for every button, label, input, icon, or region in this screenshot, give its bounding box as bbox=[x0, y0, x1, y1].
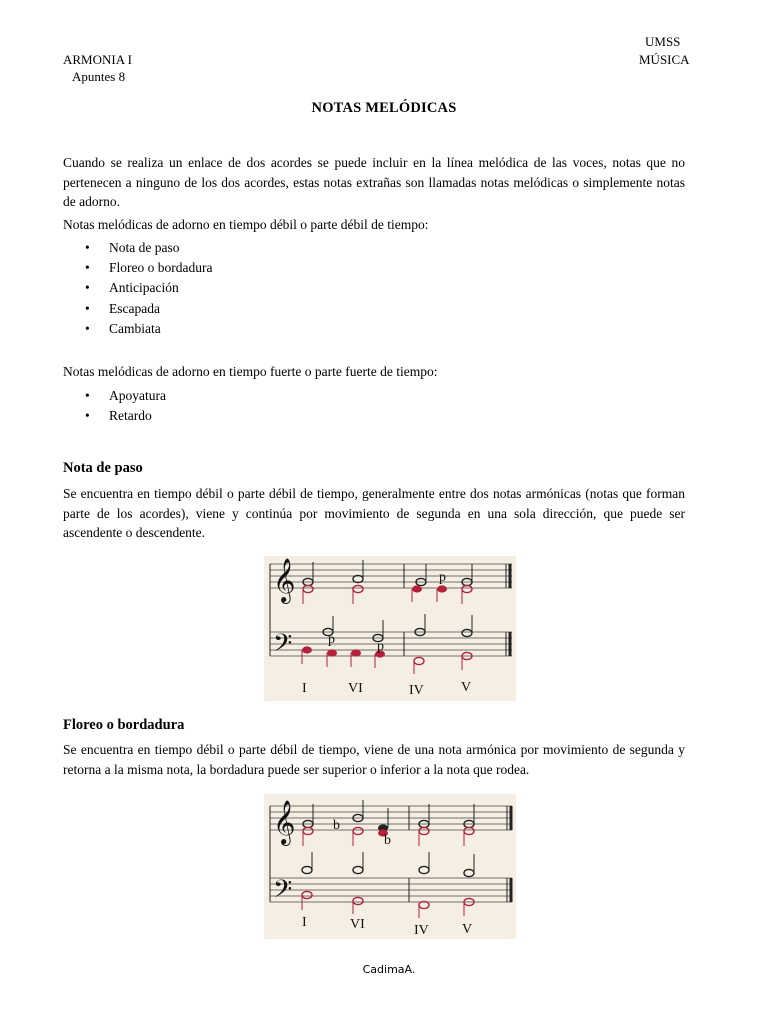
bass-notes bbox=[302, 852, 474, 918]
page-title: NOTAS MELÓDICAS bbox=[311, 100, 457, 116]
treble-clef-icon: 𝄞 bbox=[273, 560, 296, 602]
strong-beat-heading: Notas melódicas de adorno en tiempo fuerte o parte fuerte de tiempo: bbox=[63, 364, 438, 379]
barlines bbox=[270, 564, 510, 656]
roman-numeral: V bbox=[462, 922, 473, 937]
bullet-icon: • bbox=[85, 408, 90, 424]
section-title-neighbor-note: Floreo o bordadura bbox=[63, 717, 185, 733]
course-name: ARMONIA I bbox=[63, 52, 132, 67]
list-item: • Cambiata bbox=[63, 319, 212, 339]
weak-beat-heading: Notas melódicas de adorno en tiempo débil o parte débil de tiempo: bbox=[63, 217, 429, 232]
list-item: • Apoyatura bbox=[63, 386, 166, 406]
list-item: • Anticipación bbox=[63, 278, 212, 298]
bullet-icon: • bbox=[85, 388, 90, 403]
bullet-icon: • bbox=[85, 320, 90, 336]
passing-note-annotation: p bbox=[439, 570, 446, 585]
bass-clef-icon: 𝄢 bbox=[273, 876, 293, 909]
passing-note-annotation: p bbox=[328, 632, 335, 647]
neighbor-note-score bbox=[264, 794, 516, 939]
list-item: • Nota de paso bbox=[63, 238, 212, 258]
passing-note-score bbox=[264, 556, 516, 701]
neighbor-note-annotation: b bbox=[384, 833, 391, 848]
institution-line-2: MÚSICA bbox=[639, 52, 690, 67]
bullet-icon: • bbox=[85, 240, 90, 255]
treble-staff bbox=[270, 806, 512, 830]
neighbor-note-paragraph: Se encuentra en tiempo débil o parte débil de tiempo, viene de una nota armónica por movimiento de segunda y retorna a la misma nota, la bordadura puede ser superior o inferior a la nota que rodea. bbox=[63, 742, 685, 777]
passing-note-annotation: p bbox=[377, 639, 384, 654]
footer-author: CadimaA. bbox=[362, 963, 416, 976]
bullet-icon: • bbox=[85, 280, 90, 296]
roman-numeral: IV bbox=[414, 923, 429, 938]
treble-staff bbox=[270, 564, 512, 588]
roman-numeral: VI bbox=[348, 681, 363, 696]
list-item: • Retardo bbox=[63, 406, 166, 426]
bass-clef-icon: 𝄢 bbox=[273, 630, 293, 663]
roman-numeral: IV bbox=[409, 683, 424, 698]
notes-number: Apuntes 8 bbox=[72, 69, 126, 84]
intro-paragraph: Cuando se realiza un enlace de dos acordes se puede incluir en la línea melódica de las voces, notas que no pertenecen a ninguno de los dos acordes, estas notas extrañas son llamadas notas melódicas o simplemente notas de adorno. bbox=[63, 155, 685, 210]
roman-numeral: VI bbox=[350, 917, 365, 932]
roman-numeral: I bbox=[302, 681, 307, 696]
treble-clef-icon: 𝄞 bbox=[273, 802, 296, 844]
bullet-icon: • bbox=[85, 260, 90, 276]
strong-beat-list bbox=[63, 386, 166, 426]
weak-beat-list bbox=[63, 238, 212, 339]
institution-line-1: UMSS bbox=[645, 34, 681, 49]
list-item: • Escapada bbox=[63, 299, 212, 319]
bullet-icon: • bbox=[85, 300, 90, 316]
list-item: • Floreo o bordadura bbox=[63, 258, 212, 278]
neighbor-note-annotation: b bbox=[333, 818, 340, 833]
roman-numeral: I bbox=[302, 915, 307, 930]
roman-numeral: V bbox=[461, 680, 472, 695]
passing-note-paragraph: Se encuentra en tiempo débil o parte débil de tiempo, generalmente entre dos notas armónicas (notas que forman parte de los acordes), viene y continúa por movimiento de segunda en una sola dirección, que puede ser ascendente o descendente. bbox=[63, 486, 685, 541]
section-title-passing-note: Nota de paso bbox=[63, 460, 143, 476]
